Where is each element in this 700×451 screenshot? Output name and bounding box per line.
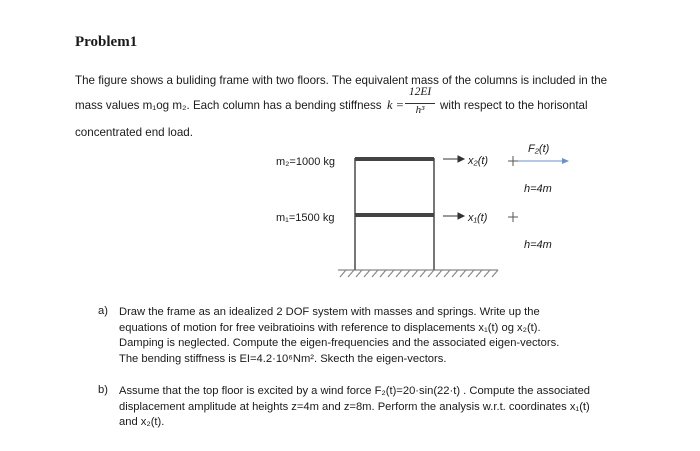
intro-line-1: The figure shows a buliding frame with two floors. The equivalent mass of the columns is included in the [75,74,608,87]
height-bottom-label: h=4m [524,239,552,251]
stiffness-k-label: k = [387,98,405,112]
intro-line-2a: mass values m₁og m₂. Each column has a bending stiffness [75,99,382,112]
question-a-line-1: Draw the frame as an idealized 2 DOF system with masses and springs. Write up the [119,306,540,318]
mass-m2-label: m₂=1000 kg [276,156,336,168]
displacement-x1-label: x₁(t) [468,212,488,224]
question-a-line-3: Damping is neglected. Compute the eigen-frequencies and the associated eigen-vectors. [119,337,560,349]
problem-title: Problem1 [75,34,138,50]
question-b-line-3: and x₂(t). [119,416,165,428]
height-dimension-ticks [508,156,518,222]
question-b-line-1: Assume that the top floor is excited by a wind force F₂(t)=20·sin(22·t) . Compute the associated [119,385,591,397]
x1-arrow [443,213,464,219]
displacement-x2-label: x₂(t) [468,155,489,167]
height-top-label: h=4m [524,183,552,195]
question-a-line-4: The bending stiffness is EI=4.2·10⁶Nm². Skecth the eigen-vectors. [119,352,447,365]
stiffness-fraction-denominator: h³ [415,104,425,116]
bottom-floor-beam [355,213,434,217]
mass-m1-label: m₁=1500 kg [276,212,335,224]
force-arrow [515,158,569,164]
question-b-line-2: displacement amplitude at heights z=4m and z=8m. Perform the analysis w.r.t. coordinates x₁(t) [119,400,590,413]
question-a-line-2: equations of motion for free veibratioins with reference to displacements x₁(t) og x₂(t). [119,321,541,334]
question-b-label: b) [98,384,108,396]
ground-hatch [338,270,498,277]
intro-line-2b: with respect to the horisontal [440,99,588,112]
x2-arrow [443,156,464,162]
force-f2-label: F₂(t) [528,143,550,155]
question-a-label: a) [98,305,108,317]
intro-line-3: concentrated end load. [75,126,193,139]
stiffness-fraction-numerator: 12EI [408,86,432,98]
top-floor-beam [355,157,434,161]
